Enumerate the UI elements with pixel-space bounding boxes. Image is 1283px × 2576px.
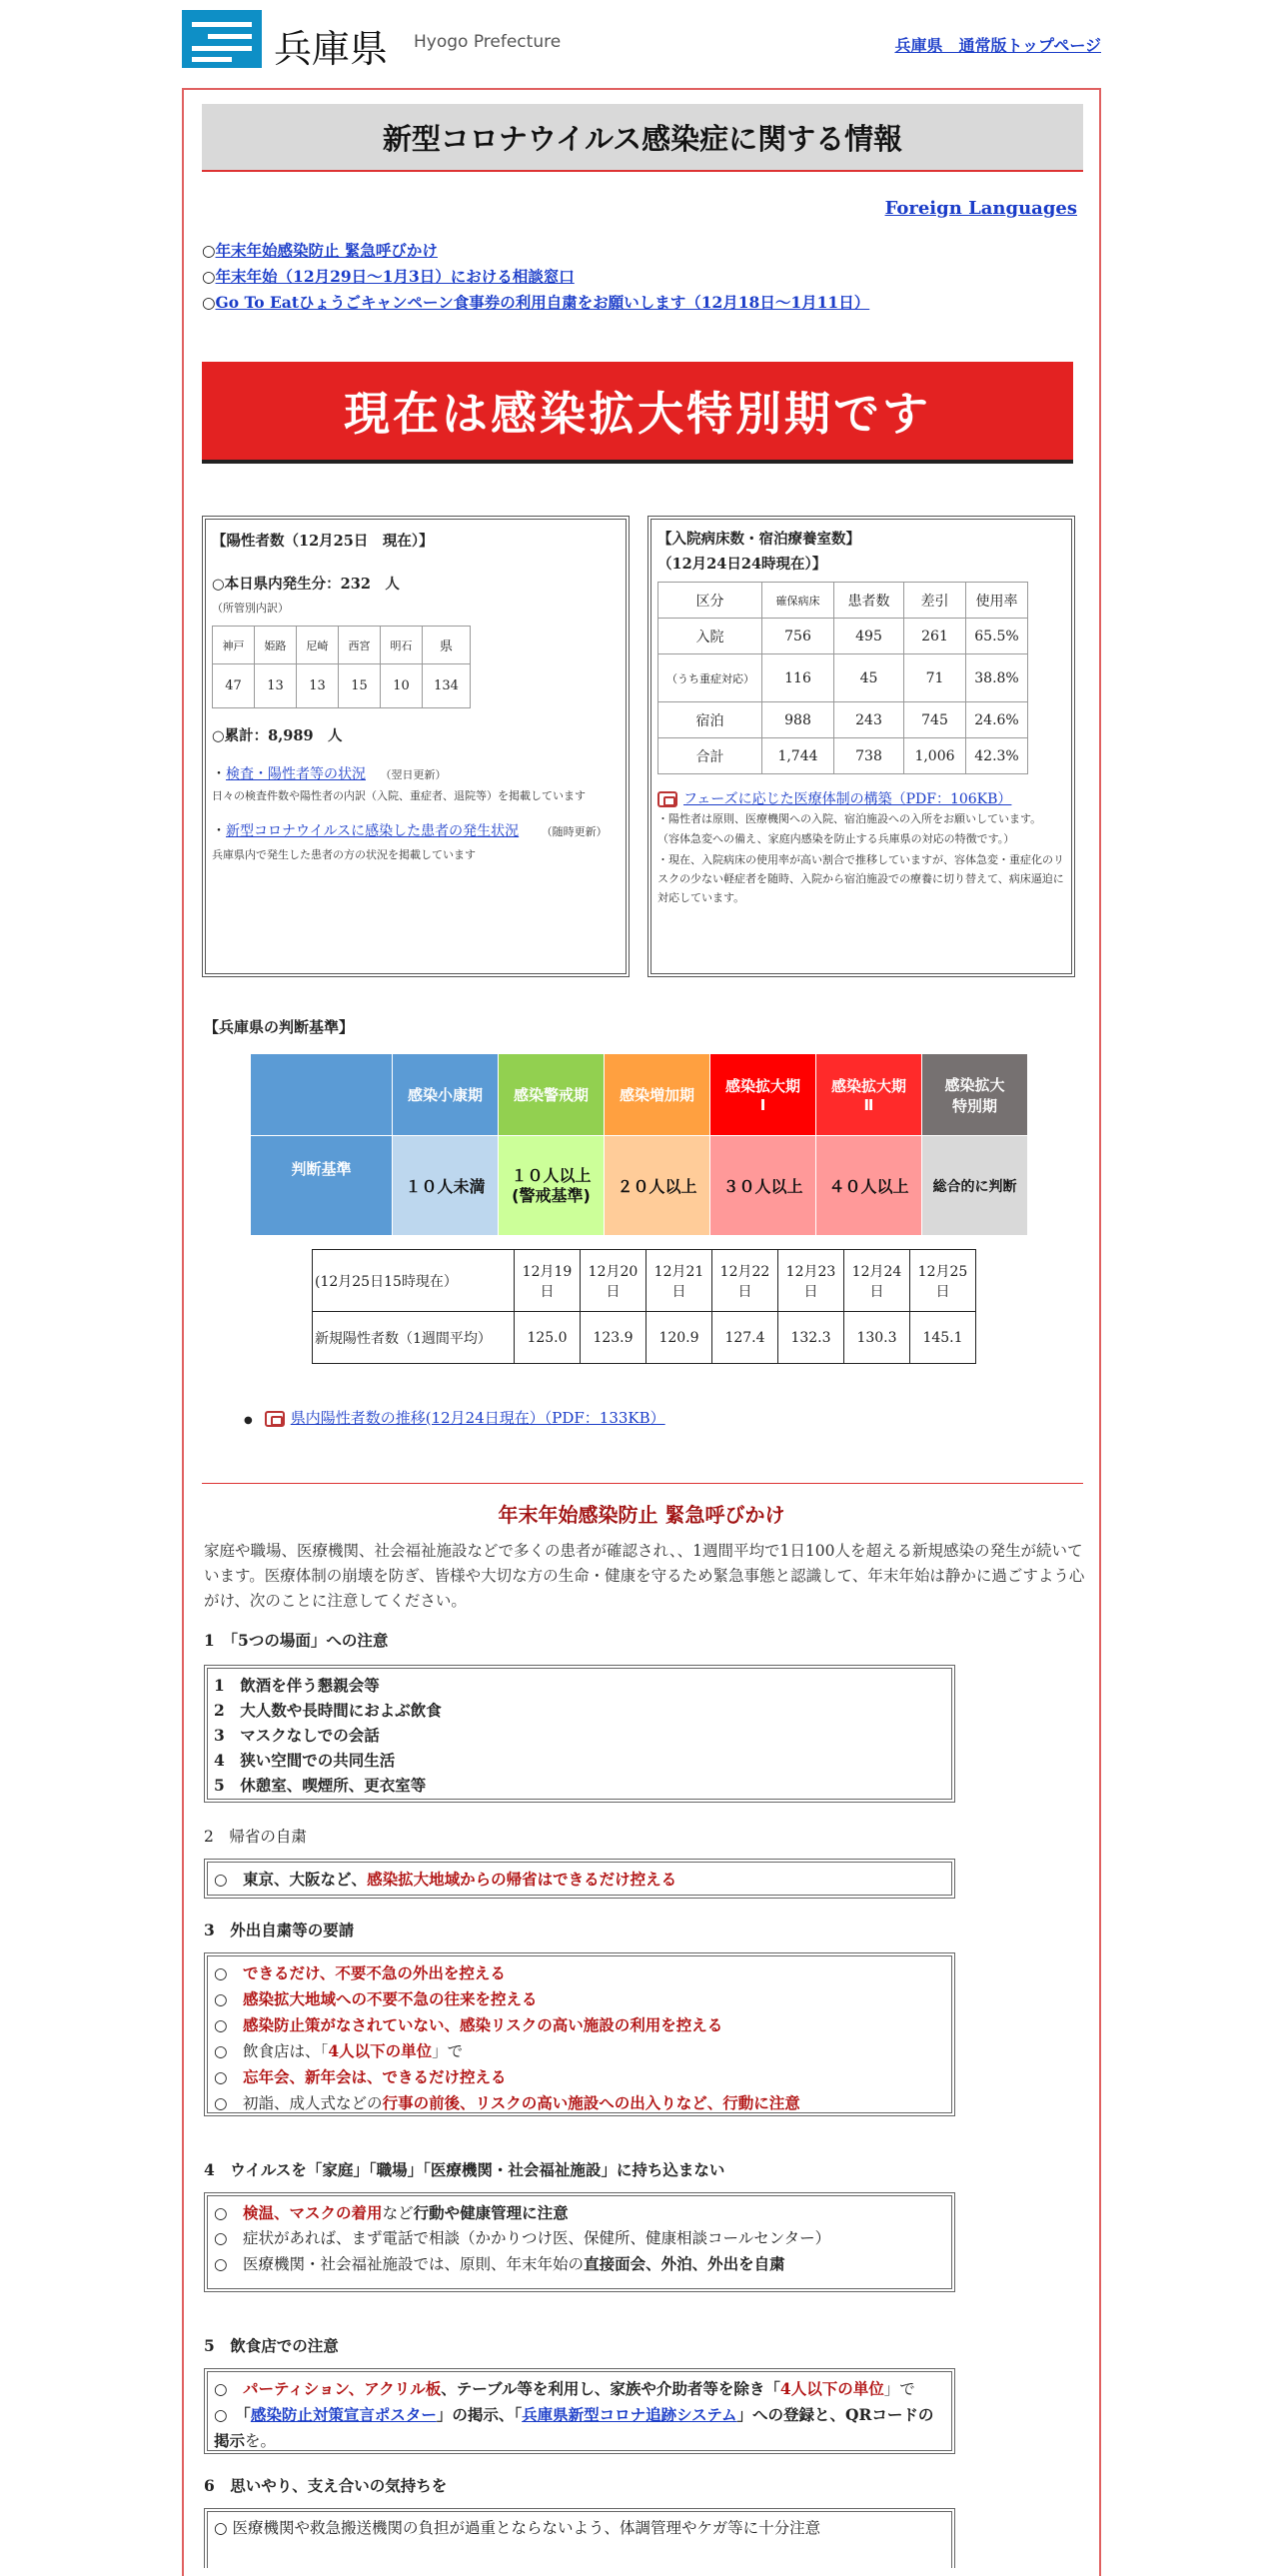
list-item	[214, 1960, 945, 1986]
main-content	[182, 88, 1101, 2576]
cell: 745	[904, 702, 966, 738]
row-label: 入院	[658, 619, 762, 654]
list-item	[214, 2226, 945, 2251]
cell: 261	[904, 619, 966, 654]
total-count: ○累計：8,989 人	[212, 727, 343, 744]
update-note: （翌日更新）	[380, 768, 447, 781]
text: 飲食店は、「	[243, 2042, 329, 2060]
phase-pdf-link[interactable]: フェーズに応じた医療体制の構築（PDF：106KB）	[683, 791, 1012, 807]
text: 感染拡大地域への不要不急の往来を控える	[243, 1989, 538, 2008]
status-link-row	[212, 763, 620, 783]
text: 、テーブル等を利用し、家族や介助者等を除き「	[441, 2379, 780, 2398]
col-header: 患者数	[834, 583, 904, 619]
list-item	[214, 2402, 945, 2454]
trend-label: (12月25日15時現在）	[313, 1250, 515, 1312]
gotoeat-link[interactable]: Go To Eatひょうごキャンペーン食事券の利用自粛をお願いします（12月18日～1月11日）	[215, 293, 870, 312]
logo-text[interactable]: 兵庫県	[274, 27, 389, 71]
update-note: （随時更新）	[541, 825, 608, 838]
list-item	[214, 1986, 945, 2012]
text: 」への登録と、QRコードの掲示	[214, 2405, 934, 2450]
cell: 116	[762, 654, 834, 702]
text: パーティション、アクリル板	[243, 2379, 442, 2398]
trend-pdf-row	[244, 1407, 665, 1428]
cell: 71	[904, 654, 966, 702]
text: 行事の前後、リスクの高い施設への出入りなど、行動に注意	[382, 2093, 800, 2112]
beds-note: ・現在、入院病床の使用率が高い割合で推移していますが、容体急変・重症化のリスクの少ない軽症者を随時、入院から宿泊施設での療養に切り替えて、病床逼迫に対応しています。	[657, 853, 1064, 904]
bullet: ○	[214, 1871, 228, 1889]
cell: 38.8%	[966, 654, 1028, 702]
date-cell: 12月20日	[581, 1250, 646, 1312]
criteria-value: 総合的に判断	[922, 1136, 1028, 1236]
text: 」の掲示、「	[436, 2405, 523, 2424]
bullet: ○	[202, 241, 216, 260]
beds-date: （12月24日24時現在）】	[657, 556, 827, 573]
list-item	[214, 2064, 945, 2090]
positives-heading: 【陽性者数（12月25日 現在）】	[212, 533, 434, 550]
bullet: ○	[214, 2255, 228, 2273]
criteria-value: １０人未満	[393, 1136, 499, 1236]
text: 感染防止策がなされていない、感染リスクの高い施設の利用を控える	[243, 2015, 723, 2034]
beds-note: ・陽性者は原則、医療機関への入院、宿泊施設への入所をお願いしています。	[657, 812, 1042, 825]
cell: 15	[339, 664, 381, 708]
section-heading: 4 ウイルスを「家庭」「職場」「医療機関・社会福祉施設」に持ち込まない	[204, 2160, 725, 2179]
text: できるだけ、不要不急の外出を控える	[243, 1963, 506, 1982]
pdf-icon	[265, 1411, 285, 1427]
cell: 988	[762, 702, 834, 738]
bullet: ○	[214, 2380, 228, 2398]
col-header: 明石	[381, 627, 423, 664]
criteria-value: ４０人以上	[816, 1136, 922, 1236]
bullet: ・	[212, 766, 226, 782]
value-cell: 145.1	[910, 1312, 976, 1364]
criteria-table	[250, 1053, 1028, 1236]
cell: 1,744	[762, 738, 834, 774]
col-header: 西宮	[339, 627, 381, 664]
date-cell: 12月24日	[844, 1250, 910, 1312]
foreign-languages-link[interactable]: Foreign Languages	[884, 198, 1077, 219]
trend-row-label: 新規陽性者数（1週間平均）	[313, 1312, 515, 1364]
value-cell: 123.9	[581, 1312, 646, 1364]
col-header: 神戸	[213, 627, 255, 664]
cell: 24.6%	[966, 702, 1028, 738]
appeal-intro: 家庭や職場、医療機関、社会福祉施設などで多くの患者が確認され、、1週間平均で1日100人を超える新規感染の発生が続いています。医療体制の崩壊を防ぎ、皆様や大切な方の生命・健康を守るため緊急事態と認識して、年末年始は静かに過ごすよう心がけ、次のことに注意してください。	[204, 1542, 1085, 1610]
poster-link[interactable]: 感染防止対策宣言ポスター	[250, 2405, 437, 2424]
top-link-item	[202, 290, 869, 316]
pdf-icon	[657, 791, 677, 807]
positives-panel	[202, 516, 630, 977]
date-cell: 12月21日	[646, 1250, 712, 1312]
link-description: 日々の検査件数や陽性者の内訳（入院、重症者、退院等）を掲載しています	[212, 789, 586, 802]
bullet: ○	[214, 2016, 228, 2034]
text: 初詣、成人式などの	[243, 2094, 383, 2112]
trend-table	[312, 1249, 976, 1364]
breakdown-note: （所管別内訳）	[212, 602, 289, 615]
bullet: ○	[214, 2229, 228, 2247]
bullet: ・	[212, 823, 226, 839]
beds-panel	[647, 516, 1075, 977]
page-title: 新型コロナウイルス感染症に関する情報	[202, 104, 1083, 172]
bullet: ○	[214, 2204, 228, 2222]
text: 」で	[883, 2380, 915, 2398]
bullet: ○	[214, 2042, 228, 2060]
text: 」で	[432, 2042, 464, 2060]
phase-header: 感染小康期	[393, 1054, 499, 1136]
breakdown-table	[212, 626, 471, 708]
text: 4人以下の単位	[328, 2041, 433, 2060]
text: 4人以下の単位	[779, 2379, 884, 2398]
corner-cell	[251, 1054, 393, 1136]
col-header: 尼崎	[297, 627, 339, 664]
text: 検温、マスクの着用	[243, 2203, 383, 2222]
col-header: 確保病床	[762, 583, 834, 619]
phase-header: 感染拡大期 Ⅱ	[816, 1054, 922, 1136]
outing-box	[204, 1952, 955, 2116]
bullet: ○	[202, 267, 216, 286]
top-link-item	[202, 264, 869, 290]
value-cell: 132.3	[778, 1312, 844, 1364]
text: 症状があれば、まず電話で相談（かかりつけ医、保健所、健康相談コールセンター）	[243, 2229, 831, 2247]
col-header: 差引	[904, 583, 966, 619]
test-status-link[interactable]: 検査・陽性者等の状況	[226, 766, 366, 782]
bullet: ○	[214, 2068, 228, 2086]
value-cell: 125.0	[515, 1312, 581, 1364]
col-header: 姫路	[255, 627, 297, 664]
five-scenes-box	[204, 1665, 955, 1803]
text: 東京、大阪など、	[243, 1870, 368, 1889]
cell: 495	[834, 619, 904, 654]
beds-heading: 【入院病床数・宿泊療養室数】	[657, 531, 860, 548]
phase-header: 感染拡大 特別期	[922, 1054, 1028, 1136]
divider	[202, 1483, 1083, 1484]
phase-header: 感染増加期	[605, 1054, 710, 1136]
list-item	[214, 2012, 945, 2038]
cell: 13	[255, 664, 297, 708]
top-links-list	[202, 238, 869, 316]
appeal-title: 年末年始感染防止 緊急呼びかけ	[498, 1503, 785, 1527]
list-item	[214, 2090, 945, 2116]
list-item: 5 休憩室、喫煙所、更衣室等	[214, 1776, 427, 1795]
section-heading: 1 「5つの場面」への注意	[204, 1631, 389, 1650]
section-heading: 3 外出自粛等の要請	[204, 1921, 355, 1939]
cell: 45	[834, 654, 904, 702]
bullet: ○	[202, 293, 216, 312]
section-heading: 2 帰省の自粛	[204, 1828, 307, 1846]
value-cell: 130.3	[844, 1312, 910, 1364]
patient-link-row	[212, 821, 620, 842]
section-heading: 5 飲食店での注意	[204, 2336, 339, 2355]
text: 医療機関・社会福祉施設では、原則、年末年始の	[243, 2255, 585, 2273]
date-cell: 12月23日	[778, 1250, 844, 1312]
homecoming-box	[204, 1859, 955, 1899]
cell: 42.3%	[966, 738, 1028, 774]
trend-pdf-link[interactable]: 県内陽性者数の推移(12月24日現在）（PDF：133KB）	[290, 1409, 665, 1427]
value-cell: 120.9	[646, 1312, 712, 1364]
patient-status-link[interactable]: 新型コロナウイルスに感染した患者の発生状況	[226, 823, 520, 839]
text: 忘年会、新年会は、できるだけ控える	[243, 2067, 507, 2086]
consultation-link[interactable]: 年末年始（12月29日～1月3日）における相談窓口	[215, 267, 575, 286]
link-description: 兵庫県内で発生した患者の方の状況を掲載しています	[212, 848, 476, 861]
date-cell: 12月25日	[910, 1250, 976, 1312]
top-page-link[interactable]: 兵庫県 通常版トップページ	[894, 36, 1101, 55]
list-item: 3 マスクなしでの会話	[214, 1726, 380, 1745]
support-box	[204, 2508, 955, 2568]
top-link-item	[202, 238, 869, 264]
criteria-value: ３０人以上	[710, 1136, 816, 1236]
cell: 13	[297, 664, 339, 708]
site-header	[182, 10, 1101, 70]
list-item: 4 狭い空間での共同生活	[214, 1751, 396, 1770]
list-item	[214, 2200, 945, 2226]
beds-table	[657, 582, 1028, 774]
beds-note: （容体急変への備え、家庭内感染を防止する兵庫県の対応の特徴です。）	[657, 832, 1015, 845]
criteria-value: ２０人以上	[605, 1136, 710, 1236]
criteria-heading: 【兵庫県の判断基準】	[204, 1018, 355, 1036]
col-header: 使用率	[966, 583, 1028, 619]
cell: 243	[834, 702, 904, 738]
row-label: 判断基準	[251, 1136, 393, 1236]
row-label: 宿泊	[658, 702, 762, 738]
cell: 47	[213, 664, 255, 708]
cell: 134	[423, 664, 471, 708]
bullet: ○	[214, 2406, 228, 2424]
col-header: 区分	[658, 583, 762, 619]
row-label: 合計	[658, 738, 762, 774]
text: 感染拡大地域からの帰省はできるだけ控える	[367, 1870, 677, 1889]
cell: 10	[381, 664, 423, 708]
text: など	[382, 2204, 414, 2222]
text: 直接面会、外泊、外出を自粛	[584, 2254, 785, 2273]
list-item: 2 大人数や長時間におよぶ飲食	[214, 1701, 442, 1720]
list-item: ○ 医療機関や救急搬送機関の負担が過重とならないよう、体調管理やケガ等に十分注意	[214, 2519, 821, 2537]
logo-english: Hyogo Prefecture	[414, 32, 562, 52]
phase-pdf-row	[657, 788, 1065, 808]
list-item	[214, 2038, 945, 2064]
text: を。	[245, 2432, 277, 2450]
list-item: 1 飲酒を伴う懇親会等	[214, 1676, 380, 1695]
row-label: （うち重症対応）	[658, 654, 762, 702]
today-count: ○本日県内発生分：232 人	[212, 576, 400, 593]
section-heading: 6 思いやり、支え合いの気持ちを	[204, 2476, 448, 2495]
phase-header: 感染拡大期 Ⅰ	[710, 1054, 816, 1136]
list-item	[214, 2251, 945, 2277]
phase-header: 感染警戒期	[499, 1054, 605, 1136]
bullet: ○	[214, 1990, 228, 2008]
cell: 65.5%	[966, 619, 1028, 654]
date-cell: 12月19日	[515, 1250, 581, 1312]
cell: 756	[762, 619, 834, 654]
tracking-system-link[interactable]: 兵庫県新型コロナ追跡システム	[522, 2405, 737, 2424]
list-item	[214, 2376, 945, 2402]
list-bullet-icon: ●	[244, 1415, 253, 1426]
cell: 738	[834, 738, 904, 774]
bullet: ○	[214, 2094, 228, 2112]
date-cell: 12月22日	[712, 1250, 778, 1312]
special-period-banner: 現在は感染拡大特別期です	[202, 362, 1073, 464]
cell: 1,006	[904, 738, 966, 774]
appeal-link[interactable]: 年末年始感染防止 緊急呼びかけ	[215, 241, 438, 260]
bullet: ○	[214, 1964, 228, 1982]
text: 行動や健康管理に注意	[413, 2203, 569, 2222]
restaurant-box	[204, 2368, 955, 2454]
col-header: 県	[423, 627, 471, 664]
value-cell: 127.4	[712, 1312, 778, 1364]
criteria-value: １０人以上 (警戒基準)	[499, 1136, 605, 1236]
hyogo-logo-icon[interactable]	[182, 10, 262, 68]
text: 「	[243, 2405, 251, 2424]
no-virus-box	[204, 2192, 955, 2292]
